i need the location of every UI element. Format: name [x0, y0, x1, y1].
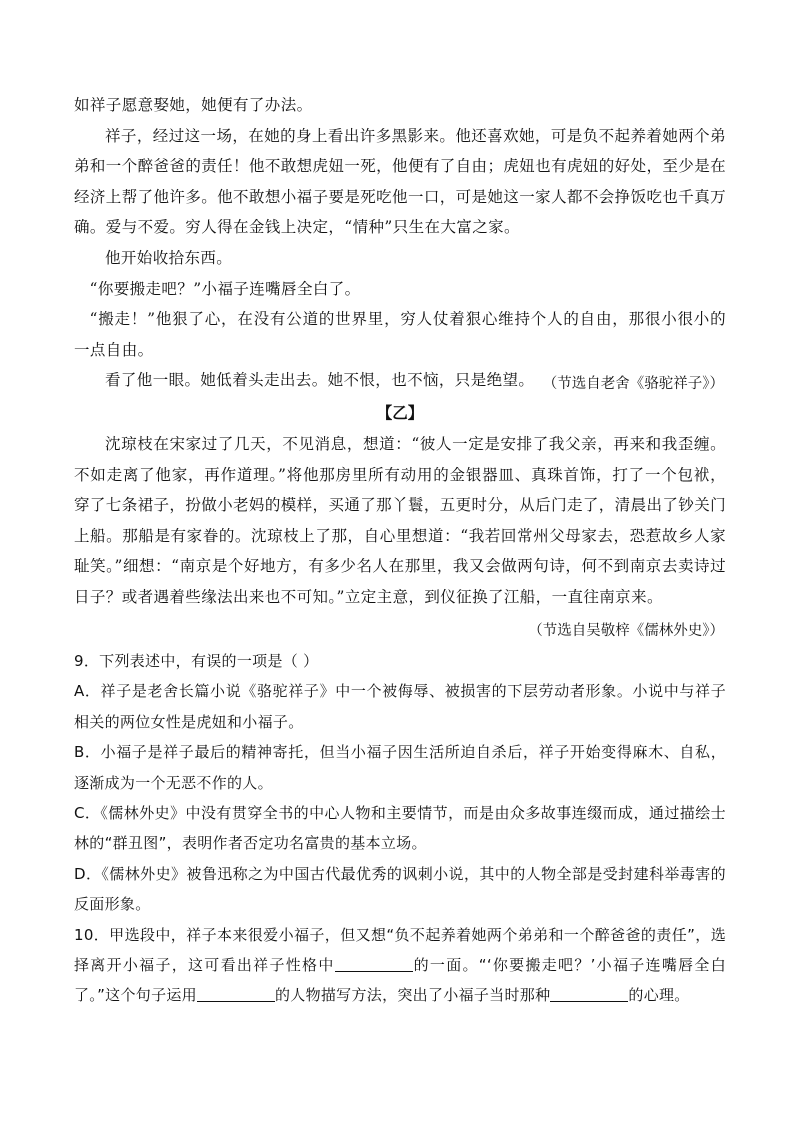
passage-b-paragraph: 沈琼枝在宋家过了几天，不见消息，想道：“彼人一定是安排了我父亲，再来和我歪缠。不如走离了他家，再作道理。”将他那房里所有动用的金银器皿、真珠首饰，打了一个包袱，穿了七条裙子，扮做小老妈的模样，买通了那丫鬟，五更时分，从后门走了，清晨出了钞关门上船。那船是有家眷的。沈琼枝上了那，自心里想道：“我若回常州父母家去，恐惹故乡人家耻笑。”细想：“南京是个好地方，有多少名人在那里，我又会做两句诗，何不到南京去卖诗过日子？或者遇着些缘法出来也不可知。”立定主意，到仪征换了江船，一直往南京来。 [74, 435, 726, 606]
passage-a [74, 90, 726, 396]
question-9-stem: 9．下列表述中，有误的一项是（ ） [74, 652, 319, 670]
passage-a-paragraph-6: 看了他一眼。她低着头走出去。她不恨，也不恼，只是绝望。 [105, 371, 535, 390]
passage-b [74, 429, 726, 613]
passage-a-paragraph-2: 祥子，经过这一场，在她的身上看出许多黑影来。他还喜欢她，可是负不起养着她两个弟弟和一个醉爸爸的责任！他不敢想虎妞一死，他便有了自由；虎妞也有虎妞的好处，至少是在经济上帮了他许多。他不敢想小福子要是死吃他一口，可是她这一家人都不会挣饭吃也千真万确。爱与不爱。穷人得在金钱上决定，“情种”只生在大富之家。 [74, 126, 726, 237]
question-10-part-2: 的一面。“‘你要搬走吧？’小福子连嘴唇全白了。”这个句子运用 [74, 956, 726, 1005]
question-9-option-b: B．小福子是祥子最后的精神寄托，但当小福子因生活所迫自杀后，祥子开始变得麻木、自私，逐渐成为一个无恶不作的人。 [74, 743, 726, 792]
question-9-option-a: A．祥子是老舍长篇小说《骆驼祥子》中一个被侮辱、被损害的下层劳动者形象。小说中与祥子相关的两位女性是虎妞和小福子。 [74, 682, 726, 731]
passage-a-paragraph-1: 如祥子愿意娶她，她便有了办法。 [74, 96, 313, 114]
question-10-part-3: 的人物描写方法，突出了小福子当时那种 [274, 986, 551, 1005]
questions [74, 646, 726, 1011]
passage-b-source: （节选自吴敬梓《儒林外史》） [528, 623, 724, 639]
question-10 [74, 920, 726, 1011]
question-10-part-4: 的心理。 [628, 986, 690, 1005]
answer-blank-2[interactable] [197, 986, 275, 1002]
question-10-part-1: 10．甲选段中，祥子本来很爱小福子，但又想“负不起养着她两个弟弟和一个醉爸爸的责任”，选择离开小福子，这可看出祥子性格中 [74, 925, 726, 975]
answer-blank-3[interactable] [550, 986, 628, 1002]
passage-b-heading: 【乙】 [376, 403, 424, 422]
question-9-option-c: C．《儒林外史》中没有贯穿全书的中心人物和主要情节，而是由众多故事连缀而成，通过描绘士林的“群丑图”，表明作者否定功名富贵的基本立场。 [74, 804, 726, 853]
passage-a-paragraph-5: “搬走！”他狠了心，在没有公道的世界里，穷人仗着狠心维持个人的自由，那很小很小的一点自由。 [74, 310, 726, 359]
passage-a-paragraph-4: “你要搬走吧？”小福子连嘴唇全白了。 [89, 279, 361, 298]
answer-blank-1[interactable] [335, 956, 413, 972]
question-9-option-d: D．《儒林外史》被鲁迅称之为中国古代最优秀的讽刺小说，其中的人物全部是受封建科举毒害的反面形象。 [74, 864, 726, 914]
passage-a-paragraph-3: 他开始收拾东西。 [105, 248, 233, 267]
passage-a-source: （节选自老舍《骆驼祥子》） [542, 376, 724, 392]
